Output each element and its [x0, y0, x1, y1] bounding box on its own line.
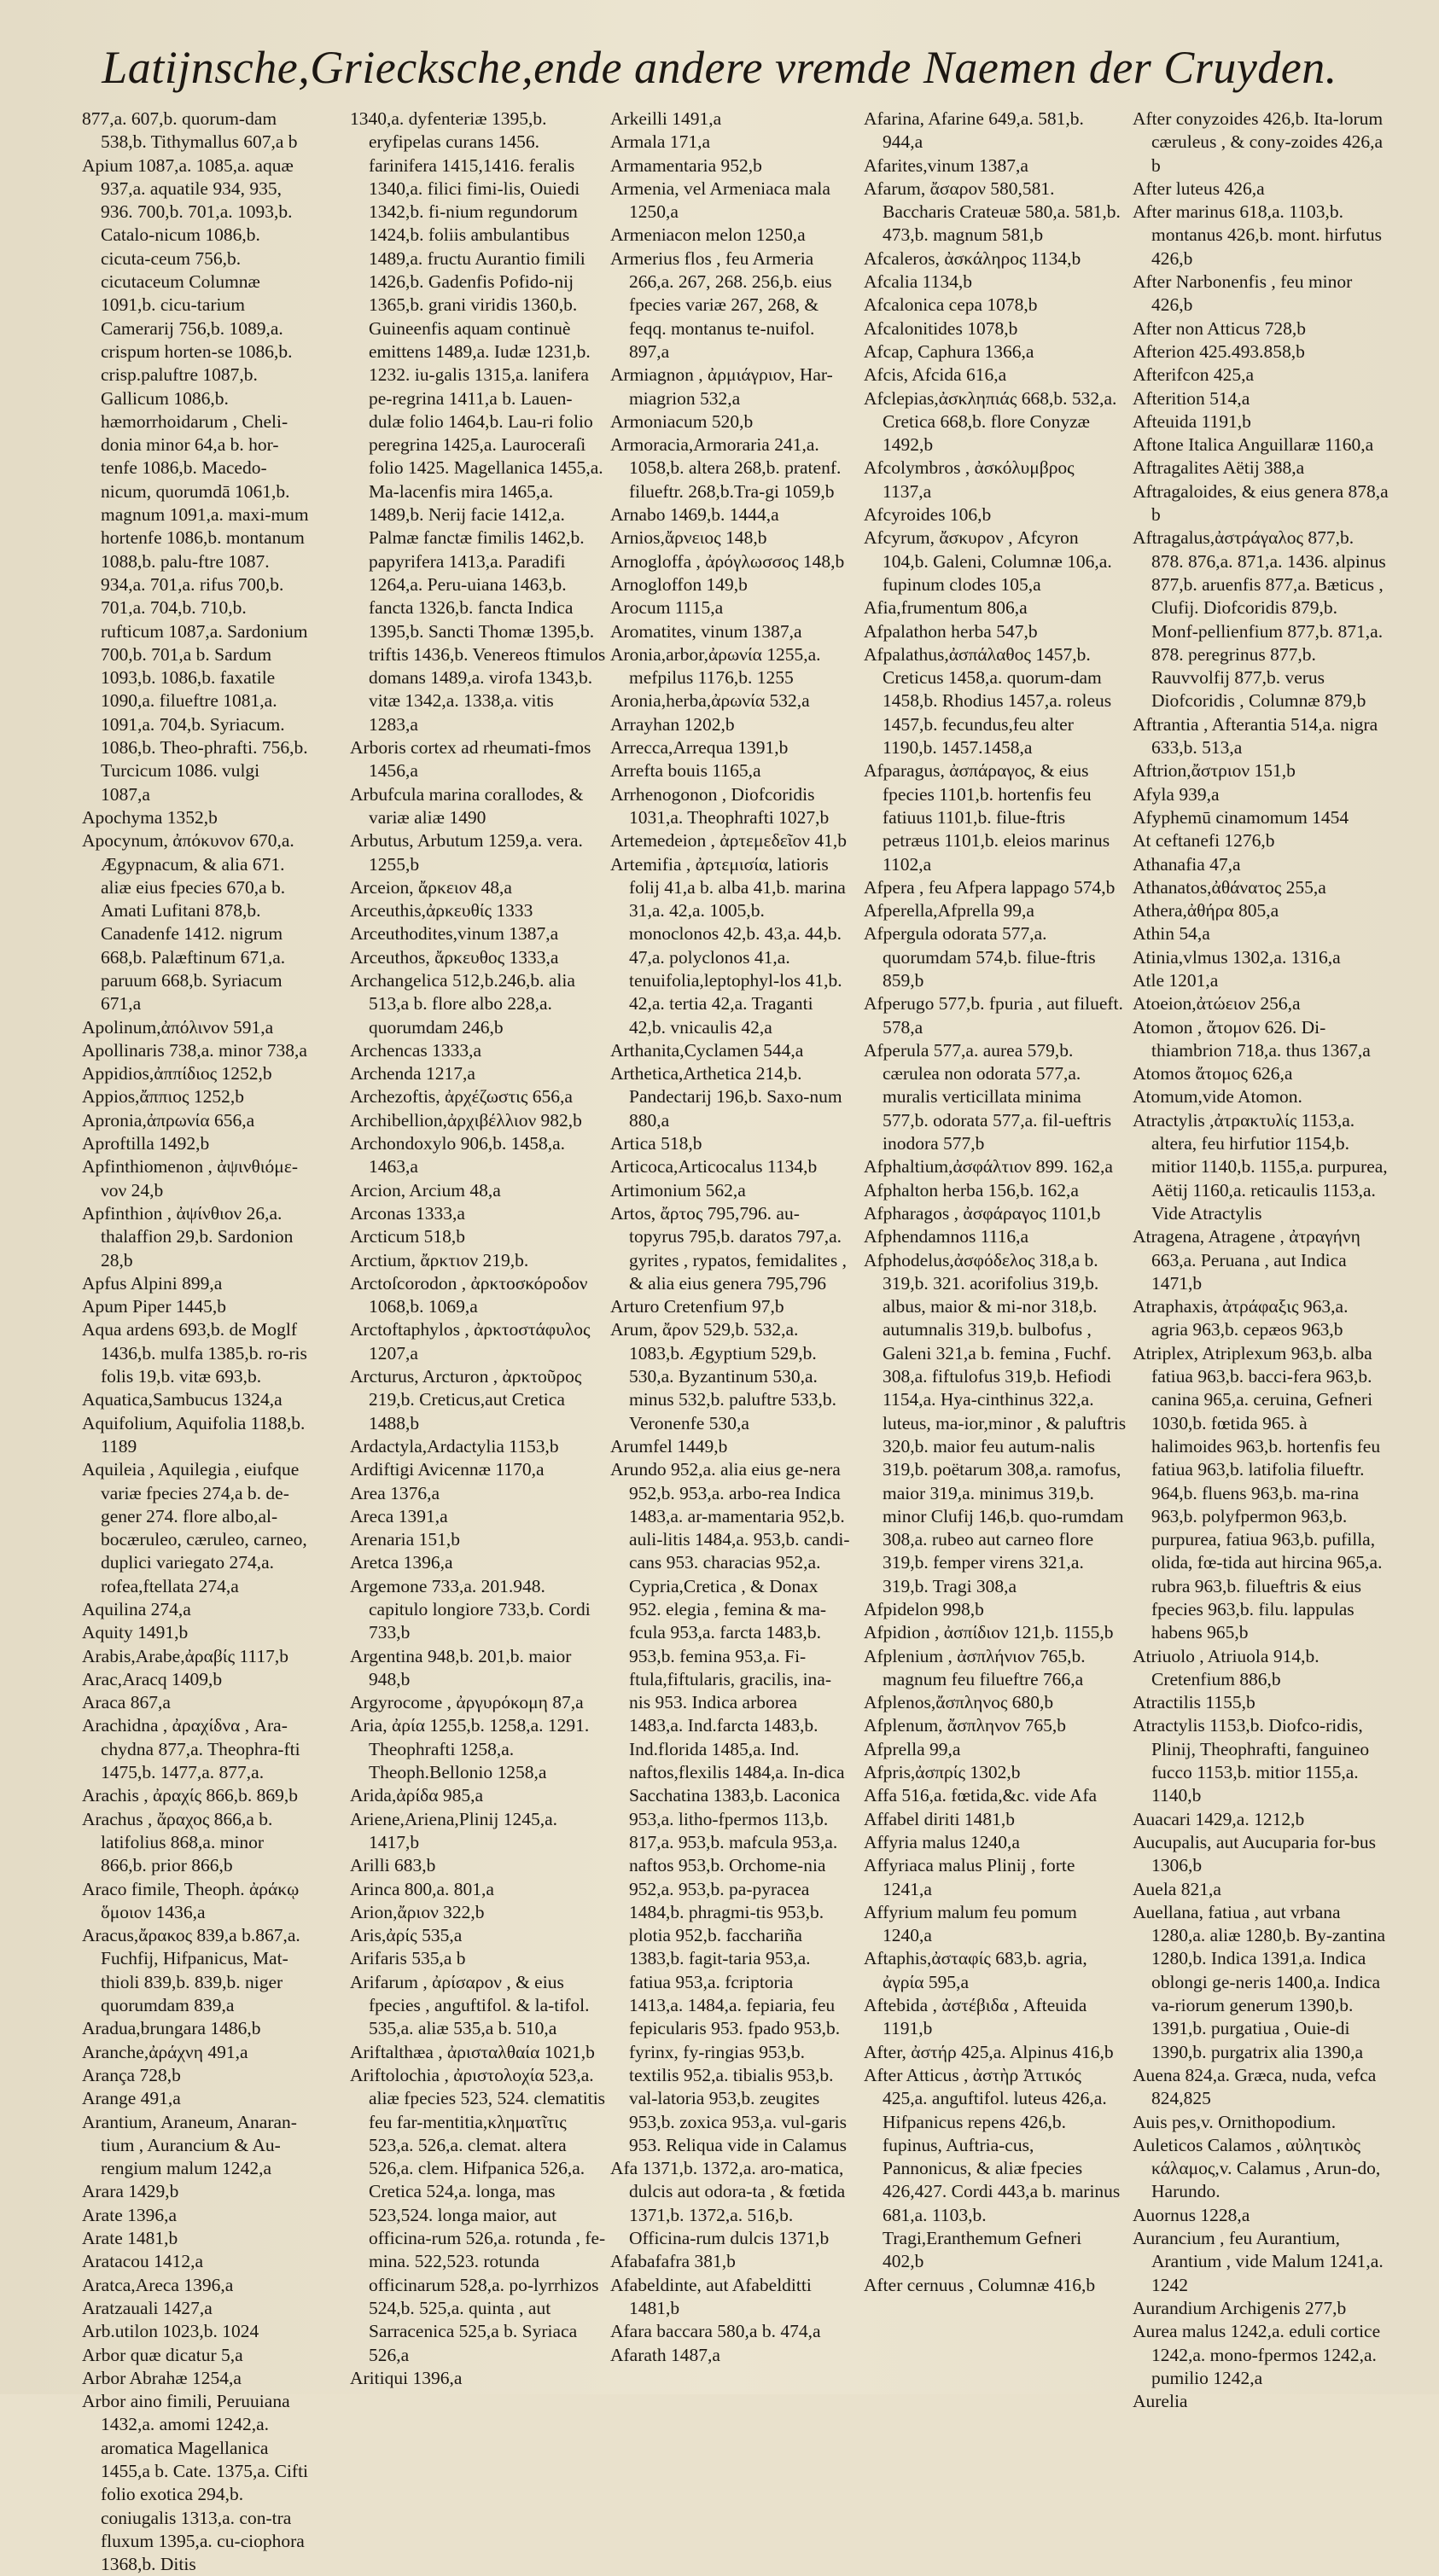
index-entry: Apollinaris 738,a. minor 738,a	[82, 1039, 307, 1061]
index-entry: Arate 1396,a	[82, 2204, 178, 2225]
index-entry: Arundo 952,a. alia eius ge-nera 952,b. 953,a. arbo-rea Indica 1483,a. ar-mamentaria 952,b. auli-litis 1484,a. 953,b. candi-cans 953. characias 952,a. Cypria,Cretica , & Donax 952. elegia , femina & ma-fcula 953,a. farcta 1483,b. 953,b. femina 953,a. Fi-ftula,fiftularis, gracilis, ina-nis 953. Indica arborea 1483,a. Ind.farcta 1483,b. Ind.florida 1485,a. Ind. naftos,flexilis 1484,a. In-dica Sacchatina 1383,b. Laconica 953,a. litho-fpermos 113,b. 817,a. 953,b. mafcula 953,a. naftos 953,b. Orchome-nia 952,a. 953,b. pa-pyracea 1484,b. phragmi-tis 953,b. plotia 952,b. facchariña 1383,b. fagit-taria 953,a. fatiua 953,a. fcriptoria 1413,a. 1484,a. fepiaria, feu fepicularis 953. fpado 953,b. fyrinx, fy-ringias 953,b. textilis 952,a. tibialis 953,b. val-latoria 953,b. zeugites 953,b. zoxica 953,a. vul-garis 953. Reliqua vide in Calamus	[610, 1459, 850, 2155]
index-entry: Arocum 1115,a	[610, 597, 724, 619]
index-entry: Afpris,ἀσπρίς 1302,b	[864, 1762, 1021, 1783]
index-entry: Araca 867,a	[82, 1692, 171, 1713]
index-entry: Arachis , ἀραχίς 866,b. 869,b	[82, 1785, 298, 1806]
index-entry: Apium 1087,a. 1085,a. aquæ 937,a. aquatile 934, 935, 936. 700,b. 701,a. 1093,b. Catalo-nicum 1086,b. cicuta-ceum 756,b. cicutaceum Columnæ 1091,b. cicu-tarium Camerarij 756,b. 1089,a. crispum horten-se 1086,b. crisp.paluftre 1087,b. Gallicum 1086,b. hæmorrhoidarum , Cheli-donia minor 64,a b. hor-tenfe 1086,b. Macedo-nicum, quorumdā 1061,b. magnum 1091,a. maxi-mum hortenfe 1086,b. montanum 1088,b. palu-ftre 1087. 934,a. 701,a. rifus 700,b. 701,a. 704,b. 710,b. rufticum 1087,a. Sardonium 700,b. 701,a b. Sardum 1093,b. 1086,b. faxatile 1090,a. filueftre 1081,a. 1091,a. 704,b. Syriacum. 1086,b. Theo-phrafti. 756,b. Turcicum 1086. vulgi 1087,a	[82, 154, 309, 805]
index-entry: Aqua ardens 693,b. de Moglf 1436,b. mulfa 1385,b. ro-ris folis 19,b. vitæ 693,b.	[82, 1319, 307, 1387]
index-entry: Afpidion , ἀσπίδιον 121,b. 1155,b	[864, 1622, 1114, 1643]
index-entry: Afphendamnos 1116,a	[864, 1226, 1029, 1247]
index-entry: Aquity 1491,b	[82, 1622, 189, 1643]
index-entry: Afarina, Afarine 649,a. 581,b. 944,a	[864, 108, 1084, 153]
index-entry: Arrhenogonon , Diofcoridis 1031,a. Theophrafti 1027,b	[610, 783, 830, 828]
index-entry: After cernuus , Columnæ 416,b	[864, 2274, 1096, 2295]
index-entry: After Atticus , ἀστὴρ Ἀττικός 425,a. anguftifol. luteus 426,a. Hifpanicus repens 426,b. fupinus, Auftria-cus, Pannonicus, & aliæ fpecies 426,427. Cordi 443,a b. marinus 681,a. 1103,b. Tragi,Eranthemum Gefneri 402,b	[864, 2064, 1121, 2272]
index-entry: Armerius flos , feu Armeria 266,a. 267, 268. 256,b. eius fpecies variæ 267, 268, & feqq. montanus te-nuifol. 897,a	[610, 247, 832, 362]
index-entry: Arachidna , ἀραχίδνα , Ara-chydna 877,a. Theophra-fti 1475,b. 1477,a. 877,a.	[82, 1715, 300, 1783]
index-entry: Aftrion,ἄστριον 151,b	[1133, 760, 1296, 782]
index-entry: Atoeion,ἀτώειον 256,a	[1133, 993, 1301, 1015]
index-entry: Affabel diriti 1481,b	[864, 1808, 1015, 1829]
index-entry: Aronia,arbor,ἀρωνία 1255,a. mefpilus 1176,b. 1255	[610, 643, 821, 689]
index-entry: Arceion, ἄρκειον 48,a	[350, 876, 512, 898]
index-entry: Artos, ἄρτος 795,796. au-topyrus 795,b. daratos 797,a. gyrites , rypatos, femidalites , & alia eius genera 795,796	[610, 1202, 847, 1294]
index-entry: Arceuthos, ἄρκευθος 1333,a	[350, 946, 559, 968]
index-entry: Afterion 425.493.858,b	[1133, 340, 1305, 362]
index-entry: Auacari 1429,a. 1212,b	[1133, 1808, 1305, 1829]
index-entry: Arcion, Arcium 48,a	[350, 1179, 501, 1201]
index-entry: Arumfel 1449,b	[610, 1435, 728, 1457]
index-entry: Arbufcula marina corallodes, & variæ aliæ 1490	[350, 783, 584, 828]
index-entry: Afyla 939,a	[1133, 783, 1220, 805]
index-entry: Affa 516,a. fœtida,&c. vide Afa	[864, 1785, 1098, 1806]
index-entry: Afphalton herba 156,b. 162,a	[864, 1179, 1079, 1201]
index-entry: Arnios,ἄρνειος 148,b	[610, 527, 767, 549]
index-entry: Aurancium , feu Aurantium, Arantium , vide Malum 1241,a. 1242	[1133, 2228, 1384, 2295]
index-entry: Arkeilli 1491,a	[610, 108, 722, 129]
index-column-3	[610, 108, 851, 2377]
index-entry: Apolinum,ἀπόλινον 591,a	[82, 1016, 274, 1038]
index-entry: Arida,ἀρίδα 985,a	[350, 1785, 484, 1806]
index-entry: Argentina 948,b. 201,b. maior 948,b	[350, 1645, 572, 1689]
index-entry: Arara 1429,b	[82, 2181, 179, 2202]
index-entry: Aracus,ἄρακος 839,a b.867,a. Fuchfij, Hifpanicus, Mat-thioli 839,b. 839,b. niger quorumdam 839,a	[82, 1925, 300, 2016]
index-entry: Atriuolo , Atriuola 914,b. Cretenfium 886,b	[1133, 1645, 1320, 1689]
index-entry: Ariftalthæa , ἀρισταλθαία 1021,b	[350, 2041, 595, 2062]
index-entry: Aurea malus 1242,a. eduli cortice 1242,a. mono-fpermos 1242,a. pumilio 1242,a	[1133, 2321, 1381, 2388]
index-entry: Afpergula odorata 577,a. quorumdam 574,b. filue-ftris 859,b	[864, 923, 1096, 991]
index-entry: Afperella,Afprella 99,a	[864, 900, 1034, 922]
index-entry: Afperugo 577,b. fpuria , aut filueft. 578,a	[864, 993, 1123, 1038]
index-entry: Afphodelus,ἀσφόδελος 318,a b. 319,b. 321. acorifolius 319,b. albus, maior & mi-nor 318,b. autumnalis 319,b. bulbofus , Galeni 321,a b. femina , Fuchf. 308,a. fiftulofus 319,b. Hefiodi 1154,a. Hya-cinthinus 322,a. luteus, ma-ior,minor , & paluftris 320,b. maior feu autum-nalis 319,b. poëtarum 308,a. ramofus, maior 319,a. minimus 319,b. minor Clufij 146,b. quo-rumdam 308,a. rubeo aut carneo flore 319,b. femper virens 321,a. 319,b. Tragi 308,a	[864, 1249, 1127, 1596]
index-entry: Aftone Italica Anguillaræ 1160,a	[1133, 434, 1374, 456]
index-entry: Appios,ἄππιος 1252,b	[82, 1086, 245, 1108]
index-entry: Afterifcon 425,a	[1133, 364, 1255, 386]
index-entry: Atractylis 1153,b. Diofco-ridis, Plinij, Theophrafti, fanguineo fucco 1153,b. mitior 1155,a. 1140,b	[1133, 1715, 1370, 1806]
index-entry: After marinus 618,a. 1103,b. montanus 426,b. mont. hirfutus 426,b	[1133, 201, 1382, 269]
index-entry: Athanatos,ἀθάνατος 255,a	[1133, 876, 1326, 898]
index-entry: Afcalonitides 1078,b	[864, 317, 1018, 339]
index-entry: Afarum, ἄσαρον 580,581. Baccharis Crateuæ 580,a. 581,b. 473,b. magnum 581,b	[864, 177, 1121, 246]
index-entry: Affyria malus 1240,a	[864, 1831, 1020, 1852]
index-entry: Armamentaria 952,b	[610, 154, 762, 176]
index-entry: Arange 491,a	[82, 2088, 181, 2109]
index-entry: Arabis,Arabe,ἀραβίς 1117,b	[82, 1645, 288, 1666]
index-entry: Aquilina 274,a	[82, 1599, 191, 1619]
index-entry: Arturo Cretenfium 97,b	[610, 1296, 784, 1317]
index-entry: Ariene,Ariena,Plinij 1245,a. 1417,b	[350, 1808, 558, 1852]
index-entry: Aurelia	[1133, 2391, 1188, 2412]
index-entry: Archezoftis, ἀρχέζωστις 656,a	[350, 1086, 573, 1108]
index-entry: Afcalonica cepa 1078,b	[864, 294, 1038, 316]
index-entry: Arbor Abrahæ 1254,a	[82, 2367, 242, 2388]
index-entry: Archencas 1333,a	[350, 1039, 482, 1061]
index-entry: Arachus , ἄραχος 866,a b. latifolius 868,a. minor 866,b. prior 866,b	[82, 1808, 273, 1876]
index-entry: Athin 54,a	[1133, 923, 1210, 945]
index-entry: Armoniacum 520,b	[610, 410, 754, 432]
index-entry: Arrayhan 1202,b	[610, 713, 735, 735]
index-entry: Arctoſcorodon , ἀρκτοσκόροδον 1068,b. 1069,a	[350, 1272, 588, 1317]
index-entry: Aftaphis,ἀσταφίς 683,b. agria, ἀγρία 595,a	[864, 1948, 1087, 1992]
index-entry: Afcaleros, ἀσκάληρος 1134,b	[864, 247, 1081, 269]
index-entry: Afplenium , ἀσπλήνιον 765,b. magnum feu filueftre 766,a	[864, 1645, 1086, 1689]
index-entry: Apfus Alpini 899,a	[82, 1272, 223, 1294]
index-entry: Afcyroides 106,b	[864, 504, 992, 526]
index-entry: Atraphaxis, ἀτράφαξις 963,a. agria 963,b. cepæos 963,b	[1133, 1296, 1349, 1340]
index-entry: Arrefta bouis 1165,a	[610, 760, 761, 782]
index-entry: Afyphemū cinamomum 1454	[1133, 806, 1349, 828]
index-entry: Aria, ἀρία 1255,b. 1258,a. 1291. Theophrafti 1258,a. Theoph.Bellonio 1258,a	[350, 1715, 590, 1783]
index-entry: Afabafafra 381,b	[610, 2251, 736, 2272]
index-entry: Arcticum 518,b	[350, 1226, 465, 1247]
index-entry: Aritiqui 1396,a	[350, 2367, 463, 2388]
index-entry: Archenda 1217,a	[350, 1063, 475, 1084]
index-entry: Afcalia 1134,b	[864, 271, 972, 293]
index-entry: Aretca 1396,a	[350, 1552, 453, 1573]
index-entry: Afplenum, ἄσπληνον 765,b	[864, 1715, 1067, 1736]
index-entry: Aquifolium, Aquifolia 1188,b. 1189	[82, 1412, 306, 1457]
index-entry: Aratacou 1412,a	[82, 2251, 204, 2272]
index-entry: Arbor quæ dicatur 5,a	[82, 2344, 243, 2365]
index-entry: Apfinthion , ἀψίνθιον 26,a. thalaffion 29,b. Sardonion 28,b	[82, 1202, 294, 1271]
index-entry: Artemifia , ἀρτεμισία, latioris folij 41,a b. alba 41,b. marina 31,a. 42,a. 1005,b. monoclonos 42,b. 43,a. 44,b. 47,a. polyclonos 41,a. tenuifolia,leptophyl-los 41,b. 42,a. tertia 42,a. Traganti 42,b. vnicaulis 42,a	[610, 853, 846, 1038]
index-entry: Afcis, Afcida 616,a	[864, 364, 1007, 386]
page-title: Latijnsche,Griecksche,ende andere vremde Naemen der Cruyden.	[102, 42, 1337, 93]
index-entry: Afcolymbros , ἀσκόλυμβρος 1137,a	[864, 457, 1075, 502]
index-entry: After non Atticus 728,b	[1133, 317, 1307, 339]
index-entry: Ardactyla,Ardactylia 1153,b	[350, 1435, 559, 1457]
index-entry: After luteus 426,a	[1133, 177, 1265, 199]
index-entry: Auleticos Calamos , αὐλητικὸς κάλαμος,v. Calamus , Arun-do, Harundo.	[1133, 2134, 1381, 2202]
index-entry: Arrecca,Arrequa 1391,b	[610, 737, 789, 759]
index-entry: Atractilis 1155,b	[1133, 1692, 1255, 1713]
index-entry: Arthanita,Cyclamen 544,a	[610, 1039, 804, 1061]
index-entry: Arceuthodites,vinum 1387,a	[350, 923, 559, 945]
index-entry: Atriplex, Atriplexum 963,b. alba fatiua 963,b. bacci-fera 963,b. canina 965,a. ceruina, Gefneri 1030,b. fœtida 965. à halimoides 963,b. hortenfis feu fatiua 963,b. latifolia filueftr. 964,b. fluens 963,b. ma-rina 963,b. polyfpermon 963,b. purpurea, fatiua 963,b. pufilla, olida, fœ-tida aut hircina 965,a. rubra 963,b. filueftris & eius fpecies 963,b. filu. lappulas habens 965,b	[1133, 1342, 1383, 1643]
index-entry: Arac,Aracq 1409,b	[82, 1668, 223, 1689]
index-entry: Auis pes,v. Ornithopodium.	[1133, 2111, 1337, 2132]
index-entry: Argyrocome , ἀργυρόκομη 87,a	[350, 1692, 584, 1713]
index-entry: After conyzoides 426,b. Ita-lorum cæruleus , & cony-zoides 426,a b	[1133, 108, 1384, 176]
index-entry: Arenaria 151,b	[350, 1529, 460, 1550]
index-entry: Afterition 514,a	[1133, 387, 1250, 409]
index-entry: Aftebida , ἀστέβιδα , Afteuida 1191,b	[864, 1995, 1087, 2039]
index-entry: Afparagus, ἀσπάραγος, & eius fpecies 1101,b. hortenfis feu fatiuus 1101,b. filue-ftris petræus 1101,b. eleios marinus 1102,a	[864, 760, 1110, 875]
index-entry: Arb.utilon 1023,b. 1024	[82, 2321, 259, 2342]
index-entry: Afpharagos , ἀσφάραγος 1101,b	[864, 1202, 1101, 1224]
index-entry: Arthetica,Arthetica 214,b. Pandectarij 196,b. Saxo-num 880,a	[610, 1063, 842, 1131]
index-entry: Arifarum , ἀρίσαρον , & eius fpecies , anguftifol. & la-tifol. 535,a. aliæ 535,a b. 510,a	[350, 1971, 590, 2039]
index-entry: Afarath 1487,a	[610, 2344, 720, 2365]
index-entry: Afplenos,ἄσπληνος 680,b	[864, 1692, 1054, 1713]
index-entry: Ardiftigi Avicennæ 1170,a	[350, 1459, 545, 1480]
index-entry: At ceftanefi 1276,b	[1133, 830, 1275, 852]
index-entry: Artica 518,b	[610, 1133, 702, 1154]
index-entry: Afpalathus,ἀσπάλαθος 1457,b. Creticus 1458,a. quorum-dam 1458,b. Rhodius 1457,a. roleus 1457,b. fecundus,feu alter 1190,b. 1457.1458,a	[864, 643, 1112, 759]
index-entry: Areca 1391,a	[350, 1505, 448, 1526]
index-entry: Archangelica 512,b.246,b. alia 513,a b. flore albo 228,a. quorumdam 246,b	[350, 969, 575, 1038]
index-entry: Auela 821,a	[1133, 1878, 1221, 1899]
index-entry: Aftrantia , Afterantia 514,a. nigra 633,b. 513,a	[1133, 713, 1378, 759]
index-entry: Arctium, ἄρκτιον 219,b.	[350, 1249, 529, 1271]
index-entry: Afclepias,ἀσκληπιάς 668,b. 532,a. Cretica 668,b. flore Conyzæ 1492,b	[864, 387, 1117, 456]
index-entry: Aucupalis, aut Aucuparia for-bus 1306,b	[1133, 1831, 1376, 1876]
index-column-1	[82, 108, 312, 2575]
index-entry: Arcturus, Arcturon , ἀρκτοῦρος 219,b. Creticus,aut Cretica 1488,b	[350, 1366, 582, 1433]
index-entry: Archibellion,ἀρχιβέλλιον 982,b	[350, 1109, 582, 1131]
index-entry: Atle 1201,a	[1133, 969, 1219, 991]
index-entry: Auellana, fatiua , aut vrbana 1280,a. aliæ 1280,b. By-zantina 1280,b. Indica 1391,a. Indica oblongi ge-neris 1400,a. Indica va-riorum generum 1390,b. 1391,b. purgatiua , Ouie-di 1390,b. purgatrix alia 1390,a	[1133, 1901, 1386, 2062]
index-entry: Afara baccara 580,a b. 474,a	[610, 2321, 821, 2342]
index-entry: Apum Piper 1445,b	[82, 1296, 227, 1317]
index-entry: Arantium, Araneum, Anaran-tium , Aurancium & Au-rengium malum 1242,a	[82, 2111, 297, 2179]
index-entry: Aranche,ἀράχνη 491,a	[82, 2041, 248, 2062]
index-entry: Armala 171,a	[610, 131, 711, 153]
index-entry: Aronia,herba,ἀρωνία 532,a	[610, 690, 810, 712]
index-entry: Auena 824,a. Græca, nuda, vefca 824,825	[1133, 2064, 1377, 2109]
index-entry: Afperula 577,a. aurea 579,b. cærulea non odorata 577,a. muralis verticillata minima 577,b. odorata 577,a. fil-ueftris inodora 577,b	[864, 1039, 1112, 1154]
index-entry: Armenia, vel Armeniaca mala 1250,a	[610, 177, 830, 223]
index-entry: Argemone 733,a. 201.948. capitulo longiore 733,b. Cordi 733,b	[350, 1575, 591, 1643]
index-entry: Arboris cortex ad rheumati-fmos 1456,a	[350, 737, 591, 782]
index-entry: Ariftolochia , ἀριστολοχία 523,a. aliæ fpecies 523, 524. clematitis feu far-mentitia,κληματῖτις 523,a. 526,a. clemat. altera 526,a. clem. Hifpanica 526,a. Cretica 524,a. longa, mas 523,524. longa maior, aut officina-rum 526,a. rotunda , fe-mina. 522,523. rotunda officinarum 528,a. po-lyrrhizos 524,b. 525,a. quinta , aut Sarracenica 525,a b. Syriaca 526,a	[350, 2064, 606, 2365]
index-entry: Afprella 99,a	[864, 1738, 961, 1759]
index-entry: Area 1376,a	[350, 1482, 440, 1503]
index-entry: Affyriaca malus Plinij , forte 1241,a	[864, 1855, 1075, 1899]
index-entry: Apronia,ἀπρωνία 656,a	[82, 1109, 255, 1131]
index-entry: Atinia,vlmus 1302,a. 1316,a	[1133, 946, 1341, 968]
index-entry: Arifaris 535,a b	[350, 1948, 466, 1969]
index-entry: Aromatites, vinum 1387,a	[610, 620, 802, 642]
index-entry: Aratca,Areca 1396,a	[82, 2274, 234, 2295]
index-entry: Articoca,Articocalus 1134,b	[610, 1156, 818, 1178]
index-entry: Artemedeion , ἀρτεμεδεῖον 41,b	[610, 830, 847, 852]
index-entry: Afcyrum, ἄσκυρον , Afcyron 104,b. Galeni, Columnæ 106,a. fupinum clodes 105,a	[864, 527, 1112, 595]
index-entry: Arinca 800,a. 801,a	[350, 1878, 494, 1899]
index-entry: Archondoxylo 906,b. 1458,a. 1463,a	[350, 1133, 565, 1178]
index-entry: Affyrium malum feu pomum 1240,a	[864, 1901, 1077, 1946]
index-entry: Afpidelon 998,b	[864, 1599, 984, 1619]
index-column-5	[1133, 108, 1389, 2412]
index-column-4	[864, 108, 1127, 2377]
index-entry: 877,a. 607,b. quorum-dam 538,b. Tithymallus 607,a b	[82, 108, 298, 153]
index-column-2	[350, 108, 606, 2388]
index-entry: Atomum,vide Atomon.	[1133, 1086, 1302, 1108]
index-entry: Armeniacon melon 1250,a	[610, 224, 806, 246]
index-entry: Afabeldinte, aut Afabelditti 1481,b	[610, 2274, 812, 2318]
index-entry: Armoracia,Armoraria 241,a. 1058,b. altera 268,b. pratenf. filueftr. 268,b.Tra-gi 1059,b	[610, 434, 842, 502]
index-entry: Arum, ἄρον 529,b. 532,a. 1083,b. Ægyptium 529,b. 530,a. Byzantinum 530,a. minus 532,b. paluftre 533,b. Veronenfe 530,a	[610, 1319, 837, 1433]
index-entry: Aurandium Archigenis 277,b	[1133, 2297, 1347, 2318]
index-entry: Aratzauali 1427,a	[82, 2297, 213, 2318]
index-entry: Afphaltium,ἀσφάλτιον 899. 162,a	[864, 1156, 1113, 1178]
index-entry: Arnabo 1469,b. 1444,a	[610, 504, 779, 526]
index-entry: Arate 1481,b	[82, 2228, 178, 2249]
index-entry: Arconas 1333,a	[350, 1202, 465, 1224]
index-entry: Afpera , feu Afpera lappago 574,b	[864, 876, 1116, 898]
index-entry: Aproftilla 1492,b	[82, 1133, 210, 1154]
index-entry: Afia,frumentum 806,a	[864, 597, 1028, 619]
index-entry: Atomon , ἄτομον 626. Di-thiambrion 718,a. thus 1367,a	[1133, 1016, 1371, 1061]
index-entry: Athanafia 47,a	[1133, 853, 1241, 875]
index-entry: Atragena, Atragene , ἀτραγήνη 663,a. Peruana , aut Indica 1471,b	[1133, 1226, 1360, 1294]
index-entry: Arnogloffa , ἀρόγλωσσος 148,b	[610, 550, 845, 572]
index-entry: Aris,ἀρίς 535,a	[350, 1925, 463, 1946]
index-entry: Aquileia , Aquilegia , eiufque variæ fpecies 274,a b. de-gener 274. flore albo,al-bocæruleo, cæruleo, carneo, duplici variegato 274,a. rofea,ftellata 274,a	[82, 1459, 307, 1596]
index-entry: Arança 728,b	[82, 2064, 181, 2085]
index-entry: Afa 1371,b. 1372,a. aro-matica, dulcis aut odora-ta , & fœtida 1371,b. 1372,a. 516,b. Officina-rum dulcis 1371,b	[610, 2158, 846, 2249]
index-entry: Auornus 1228,a	[1133, 2204, 1250, 2225]
index-entry: Araco fimile, Theoph. ἀράκῳ ὅμοιον 1436,a	[82, 1878, 300, 1922]
index-entry: Athera,ἀθήρα 805,a	[1133, 900, 1279, 922]
index-entry: Arilli 683,b	[350, 1855, 436, 1876]
index-entry: Aftragalites Aëtij 388,a	[1133, 457, 1305, 479]
index-entry: Artimonium 562,a	[610, 1179, 746, 1201]
index-entry: After, ἀστήρ 425,a. Alpinus 416,b	[864, 2041, 1114, 2062]
index-entry: Aftragalus,ἀστράγαλος 877,b. 878. 876,a. 871,a. 1436. alpinus 877,b. aruenfis 877,a. Bæticus , Clufij. Diofcoridis 879,b. Monf-pellienfium 877,b. 871,a. 878. peregrinus 877,b. Rauvvolfij 877,b. verus Diofcoridis , Columnæ 879,b	[1133, 527, 1386, 712]
index-entry: Aradua,brungara 1486,b	[82, 2018, 261, 2039]
index-entry: After Narbonenfis , feu minor 426,b	[1133, 271, 1353, 316]
index-entry: Apfinthiomenon , ἀψινθιόμε-νον 24,b	[82, 1156, 299, 1201]
index-entry: Arbor aino fimili, Peruuiana 1432,a. amomi 1242,a. aromatica Magellanica 1455,a b. Cate. 1375,a. Cifti folio exotica 294,b. coniugalis 1313,a. con-tra fluxum 1395,a. cu-ciophora 1368,b. Ditis	[82, 2391, 309, 2575]
index-entry: Afpalathon herba 547,b	[864, 620, 1038, 642]
index-entry: Appidios,ἀππίδιος 1252,b	[82, 1063, 272, 1084]
index-entry: Apochyma 1352,b	[82, 806, 218, 828]
index-entry: Afarites,vinum 1387,a	[864, 154, 1028, 176]
index-entry: Arbutus, Arbutum 1259,a. vera. 1255,b	[350, 830, 583, 875]
index-entry: Atomos ἄτομος 626,a	[1133, 1063, 1293, 1084]
index-entry: Arion,ἄριον 322,b	[350, 1901, 485, 1922]
index-entry: Arctoftaphylos , ἀρκτοστάφυλος 1207,a	[350, 1319, 591, 1364]
index-entry: Arceuthis,ἀρκευθίς 1333	[350, 900, 533, 922]
index-entry: Aftragaloides, & eius genera 878,a b	[1133, 480, 1389, 526]
index-entry: 1340,a. dyfenteriæ 1395,b. eryfipelas curans 1456. farinifera 1415,1416. feralis 1340,a. filici fimi-lis, Ouiedi 1342,b. fi-nium regundorum 1424,b. foliis ambulantibus 1489,a. fructu Aurantio fimili 1426,b. Gadenfis Pofido-nij 1365,b. grani viridis 1360,b. Guineenfis aquam continuè emittens 1489,a. Iudæ 1231,b. 1232. iu-galis 1315,a. lanifera pe-regrina 1411,a b. Lauen-dulæ folio 1464,b. Lau-ri folio peregrina 1425,a. Lauroceraſi folio 1425. Magellanica 1455,a. Ma-lacenfis mira 1465,a. 1489,b. Nerij facie 1412,a. Palmæ fanctæ fimilis 1462,b. papyrifera 1413,a. Paradifi 1264,a. Peru-uiana 1463,b. fancta 1326,b. fancta Indica 1395,b. Sancti Thomæ 1395,b. triftis 1436,b. Venereos ftimulos domans 1489,a. virofa 1343,b. vitæ 1342,a. 1338,a. vitis 1283,a	[350, 108, 606, 735]
index-entry: Afteuida 1191,b	[1133, 410, 1251, 432]
index-entry: Afcap, Caphura 1366,a	[864, 340, 1034, 362]
index-entry: Armiagnon , ἀρμιάγριον, Har-miagrion 532,a	[610, 364, 833, 409]
index-entry: Arnogloffon 149,b	[610, 573, 748, 595]
index-entry: Apocynum, ἀπόκυνον 670,a. Ægypnacum, & alia 671. aliæ eius fpecies 670,a b. Amati Lufitani 878,b. Canadenfe 1412. nigrum 668,b. Palæftinum 671,a. paruum 668,b. Syriacum 671,a	[82, 830, 294, 1015]
index-entry: Atractylis ,ἀτρακτυλίς 1153,a. altera, feu hirfutior 1154,b. mitior 1140,b. 1155,a. purpurea, Aëtij 1160,a. reticaulis 1153,a. Vide Atractylis	[1133, 1109, 1388, 1224]
index-entry: Aquatica,Sambucus 1324,a	[82, 1389, 283, 1410]
